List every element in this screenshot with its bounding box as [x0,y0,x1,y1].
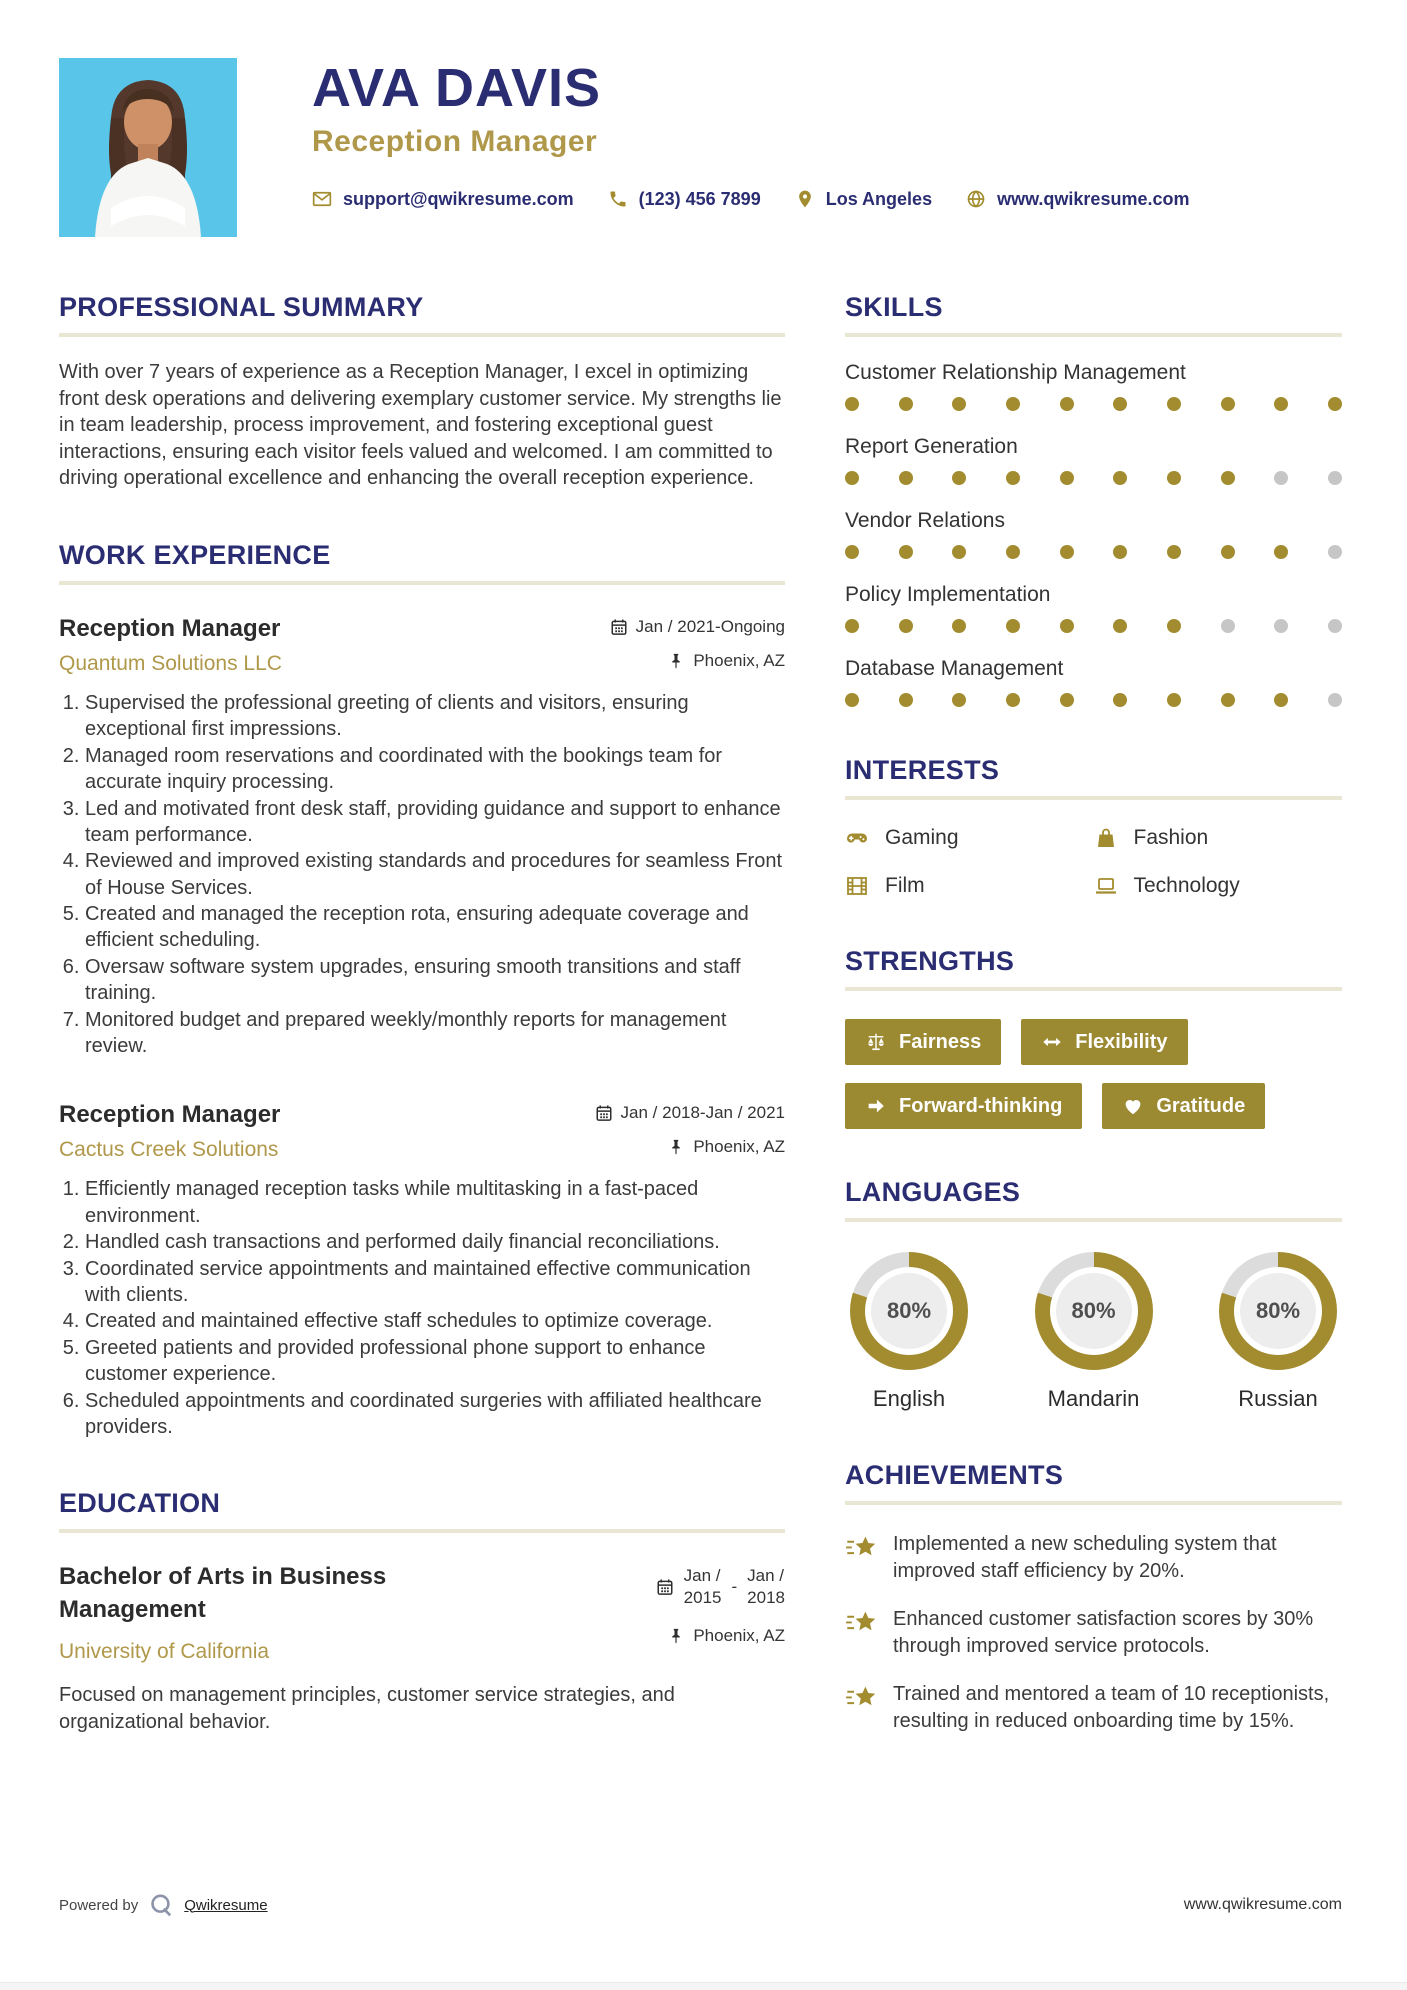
language-progress-ring [1035,1252,1153,1370]
job-bullet: 5. Created and managed the reception rota, ensuring adequate coverage and efficient scheduling. [85,901,785,954]
skill-dot-filled [1060,397,1074,411]
laptop-icon [1094,874,1118,898]
job-entry-title: Reception Manager [59,614,281,642]
job-bullet: 6. Scheduled appointments and coordinated surgeries with affiliated healthcare providers. [85,1388,785,1441]
job-bullet: 3. Led and motivated front desk staff, providing guidance and support to enhance team performance. [85,796,785,849]
skill-dot-empty [1221,619,1235,633]
job-bullets [59,690,785,1059]
skill-dot-filled [845,619,859,633]
section-rule [845,796,1342,800]
skill-name: Report Generation [845,435,1018,458]
powered-by-label: Powered by [59,1896,139,1914]
language-percent: 80% [1240,1273,1316,1349]
contact-row [312,189,1189,210]
job-bullet: 7. Monitored budget and prepared weekly/monthly reports for management review. [85,1007,785,1060]
footer-website: www.qwikresume.com [1183,1896,1342,1913]
skill-name: Policy Implementation [845,583,1051,606]
skill-item [845,657,1342,707]
job-entry [59,1101,785,1440]
profile-photo-illustration [59,58,237,237]
job-dates [595,1103,785,1123]
skill-dot-filled [1221,545,1235,559]
skill-dot-filled [845,693,859,707]
right-column [845,292,1342,1783]
skill-dot-filled [899,397,913,411]
skill-dot-filled [1274,545,1288,559]
achievements-section [845,1460,1342,1735]
name: AVA DAVIS [312,58,602,118]
language-percent: 80% [871,1273,947,1349]
calendar-icon [595,1104,613,1122]
skill-dot-filled [1274,397,1288,411]
contact-location-text: Los Angeles [825,188,933,209]
balance-scale-icon [865,1031,887,1053]
powered-by [59,1892,268,1918]
strength-label: Fairness [899,1030,982,1053]
skill-dot-filled [899,619,913,633]
achievements-list [845,1531,1342,1735]
skill-dot-empty [1274,471,1288,485]
skill-item [845,435,1342,485]
interests-heading: INTERESTS [845,755,1000,785]
language-name: Mandarin [1047,1386,1140,1411]
left-column [59,292,785,1783]
contact-email-text: support@qwikresume.com [343,188,574,209]
language-progress-ring [850,1252,968,1370]
job-bullet: 6. Oversaw software system upgrades, ensuring smooth transitions and staff training. [85,954,785,1007]
job-bullets [59,1176,785,1440]
language-percent: 80% [1056,1273,1132,1349]
skill-dot-filled [1006,619,1020,633]
strengths-list [845,1019,1342,1129]
skill-dot-filled [952,471,966,485]
education-location [667,1626,785,1646]
contact-website[interactable] [966,189,1189,210]
section-rule [845,1501,1342,1505]
skill-item [845,509,1342,559]
calendar-icon [656,1578,674,1596]
contact-phone-text: (123) 456 7899 [638,188,761,209]
job-location [667,1137,785,1157]
interest-item [845,874,1094,898]
strength-label: Gratitude [1156,1094,1246,1117]
shopping-bag-icon [1094,826,1118,850]
skill-dot-filled [1006,545,1020,559]
skill-item [845,361,1342,411]
interest-label: Technology [1133,874,1240,897]
gamepad-icon [845,826,869,850]
arrow-right-icon [865,1095,887,1117]
section-rule [59,581,785,585]
achievements-heading: ACHIEVEMENTS [845,1460,1064,1490]
ring-hole [865,1267,953,1355]
pushpin-icon [667,652,685,670]
skill-dot-empty [1274,619,1288,633]
skill-dot-filled [1060,619,1074,633]
interest-item [1094,874,1343,898]
job-bullet: 2. Handled cash transactions and performed daily financial reconciliations. [85,1229,785,1255]
contact-email[interactable] [312,189,574,210]
job-bullet: 1. Supervised the professional greeting of clients and visitors, ensuring exceptional first impressions. [85,690,785,743]
shooting-star-icon [845,1608,879,1638]
skill-dot-filled [1167,471,1181,485]
skill-dot-filled [952,545,966,559]
job-dates-text: Jan / 2018-Jan / 2021 [620,1103,785,1123]
language-progress-ring [1219,1252,1337,1370]
section-rule [845,987,1342,991]
strengths-heading: STRENGTHS [845,946,1015,976]
skill-dot-filled [1167,693,1181,707]
skill-dot-empty [1328,545,1342,559]
skill-dot-filled [1221,471,1235,485]
globe-icon [966,189,986,209]
strength-badge [845,1083,1082,1129]
calendar-icon [610,618,628,636]
degree-title: Bachelor of Arts in Business Management [59,1563,387,1623]
job-title: Reception Manager [312,124,598,158]
shooting-star-icon [845,1683,879,1713]
language-item [1214,1252,1342,1412]
education-entry [59,1561,785,1664]
skills-section [845,292,1342,707]
header-text [312,58,1189,210]
profile-photo [59,58,237,237]
section-rule [845,1218,1342,1222]
strength-badge [1021,1019,1187,1065]
interests-grid [845,826,1342,898]
job-location-text: Phoenix, AZ [693,650,785,670]
map-pin-icon [795,189,815,209]
job-company: Quantum Solutions LLC [59,651,282,675]
achievement-text: Enhanced customer satisfaction scores by 30% through improved service protocols. [893,1608,1314,1657]
heart-icon [1122,1095,1144,1117]
skill-dot-filled [1167,619,1181,633]
achievement-text: Implemented a new scheduling system that improved staff efficiency by 20%. [893,1533,1277,1582]
school-name: University of California [59,1640,270,1664]
job-bullet: 3. Coordinated service appointments and maintained effective communication with clients. [85,1256,785,1309]
skill-dot-empty [1328,619,1342,633]
language-name: English [872,1386,946,1411]
header [0,0,1407,237]
job-bullet: 2. Managed room reservations and coordinated with the bookings team for accurate inquiry processing. [85,743,785,796]
language-item [845,1252,973,1412]
education-location-text: Phoenix, AZ [693,1625,785,1645]
skill-dot-filled [1113,397,1127,411]
achievement-item [845,1606,1342,1659]
education-dates: Jan / 2015 - Jan / 2018 [656,1565,785,1608]
skill-dot-filled [845,397,859,411]
contact-location [795,189,932,210]
interest-label: Film [885,874,925,897]
achievement-text: Trained and mentored a team of 10 receptionists, resulting in reduced onboarding time by 15%. [893,1683,1330,1732]
strength-label: Flexibility [1075,1030,1168,1053]
main-content [0,237,1407,1783]
languages-list [845,1252,1342,1412]
job-entry-title: Reception Manager [59,1101,281,1129]
skill-dots [845,471,1342,485]
job-bullet: 4. Reviewed and improved existing standards and procedures for seamless Front of House Services. [85,848,785,901]
qwikresume-logo-icon [148,1892,174,1918]
job-dates-text: Jan / 2021-Ongoing [635,616,785,636]
skill-dots [845,545,1342,559]
skill-dot-filled [1221,693,1235,707]
skill-dot-filled [1113,471,1127,485]
contact-website-text: www.qwikresume.com [997,188,1190,209]
skill-dot-filled [899,471,913,485]
job-entry [59,615,785,1059]
skill-dot-filled [1167,397,1181,411]
skill-dot-filled [952,619,966,633]
skill-dot-filled [1060,471,1074,485]
pushpin-icon [667,1138,685,1156]
job-dates [610,617,785,637]
skill-dot-filled [952,693,966,707]
education-date-end: Jan / [747,1566,785,1586]
skill-dot-filled [1006,471,1020,485]
ring-hole [1234,1267,1322,1355]
summary-text: With over 7 years of experience as a Reception Manager, I excel in optimizing front desk operations and delivering exemplary customer service. My strengths lie in team leadership, process improvement, and fostering exceptional guest interactions, ensuring each visitor feels valued and welcomed. I am committed to driving operational excellence and enhancing the overall reception experience. [59,361,782,490]
bottom-strip [0,1982,1407,1990]
strength-badge [1102,1083,1265,1129]
summary-heading: PROFESSIONAL SUMMARY [59,292,424,322]
strength-label: Forward-thinking [899,1094,1063,1117]
skill-dot-filled [1274,693,1288,707]
job-bullet: 1. Efficiently managed reception tasks while multitasking in a fast-paced environment. [85,1176,785,1229]
skill-dot-filled [1113,545,1127,559]
education-section [59,1488,785,1735]
summary-section [59,292,785,492]
skill-name: Customer Relationship Management [845,361,1186,384]
skill-dot-filled [899,693,913,707]
skill-name: Database Management [845,657,1064,680]
shooting-star-icon [845,1533,879,1563]
pushpin-icon [667,1627,685,1645]
languages-heading: LANGUAGES [845,1177,1021,1207]
work-heading: WORK EXPERIENCE [59,539,331,570]
job-bullet: 5. Greeted patients and provided professional phone support to enhance customer experience. [85,1335,785,1388]
skill-dots [845,397,1342,411]
contact-phone [608,189,761,210]
mail-icon [312,189,332,209]
interest-item [845,826,1094,850]
skill-dot-filled [899,545,913,559]
achievement-item [845,1531,1342,1584]
ring-hole [1050,1267,1138,1355]
footer [59,1892,1342,1918]
film-icon [845,874,869,898]
section-rule [59,1529,785,1533]
education-heading: EDUCATION [59,1488,221,1519]
skill-dot-filled [1113,619,1127,633]
language-name: Russian [1238,1386,1318,1411]
skill-dot-empty [1328,693,1342,707]
job-company: Cactus Creek Solutions [59,1138,279,1162]
skills-heading: SKILLS [845,292,943,322]
skill-dot-filled [845,545,859,559]
work-section [59,540,785,1440]
languages-section [845,1177,1342,1412]
language-item [1030,1252,1158,1412]
skill-dot-filled [1328,397,1342,411]
interest-item [1094,826,1343,850]
skill-name: Vendor Relations [845,509,1005,532]
date-separator: - [731,1576,738,1596]
skill-dots [845,619,1342,633]
skill-dot-filled [1113,693,1127,707]
double-arrow-icon [1041,1031,1063,1053]
job-bullet: 4. Created and maintained effective staff schedules to optimize coverage. [85,1308,785,1334]
strength-badge [845,1019,1001,1065]
education-description: Focused on management principles, customer service strategies, and organizational behavior. [59,1684,675,1733]
skill-dot-empty [1328,471,1342,485]
skill-item [845,583,1342,633]
achievement-item [845,1681,1342,1734]
skill-dot-filled [1060,545,1074,559]
job-location-text: Phoenix, AZ [693,1137,785,1157]
skill-dot-filled [1167,545,1181,559]
skill-dot-filled [1006,693,1020,707]
strengths-section [845,946,1342,1129]
section-rule [845,333,1342,337]
skill-dot-filled [1006,397,1020,411]
interest-label: Gaming [885,826,959,849]
qwikresume-link[interactable]: Qwikresume [184,1896,268,1914]
education-date-start: Jan / [683,1566,721,1586]
section-rule [59,333,785,337]
skill-dot-filled [1221,397,1235,411]
phone-icon [608,189,628,209]
skills-list [845,361,1342,707]
job-location [667,651,785,671]
interests-section [845,755,1342,898]
skill-dot-filled [952,397,966,411]
skill-dot-filled [1060,693,1074,707]
skill-dots [845,693,1342,707]
skill-dot-filled [845,471,859,485]
interest-label: Fashion [1133,826,1209,849]
